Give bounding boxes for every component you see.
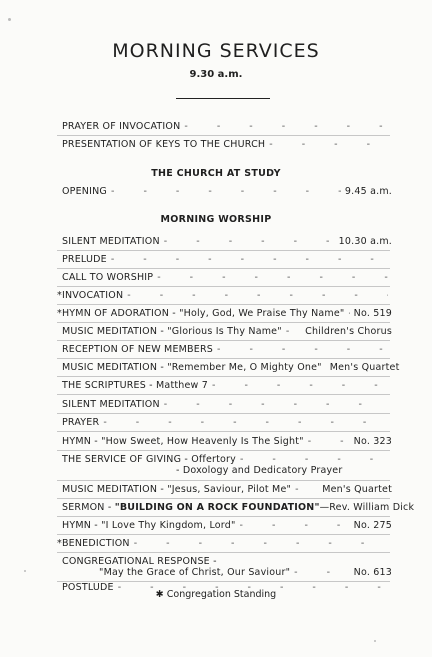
item-silent-meditation-2: SILENT MEDITATION - - - — [62, 399, 392, 410]
divider — [57, 135, 390, 136]
divider — [57, 250, 390, 251]
item-congregational-response-subline: "May the Grace of Christ, Our Saviour" - - - No. 613 — [99, 567, 392, 578]
sermon-title: "BUILDING ON A ROCK FOUNDATION" — [114, 502, 320, 513]
paper-speck — [374, 640, 376, 642]
page-title: MORNING SERVICES — [112, 40, 320, 62]
section-heading-worship: MORNING WORSHIP — [160, 214, 272, 225]
divider — [57, 340, 390, 341]
item-silent-meditation: SILENT MEDITATION - - - 10.30 a.m. — [62, 236, 392, 247]
divider — [57, 498, 390, 499]
item-prelude: PRELUDE - - - — [62, 254, 392, 265]
divider — [57, 304, 390, 305]
footnote-congregation-standing: ✱ Congregation Standing — [155, 589, 277, 600]
item-postlude: POSTLUDE - - - — [62, 582, 392, 593]
item-scriptures: THE SCRIPTURES - Matthew 7 - - - — [62, 380, 392, 391]
item-music-meditation-2: MUSIC MEDITATION - "Remember Me, O Mighty One" Men's Quartet — [62, 362, 400, 373]
divider — [57, 413, 390, 414]
item-prayer-of-invocation: PRAYER OF INVOCATION - - - — [62, 121, 392, 132]
item-hymn-of-adoration: *HYMN OF ADORATION - "Holy, God, We Praise Thy Name" - - - No. 519 — [57, 308, 392, 319]
divider — [57, 516, 390, 517]
divider — [57, 431, 390, 432]
divider — [57, 480, 390, 481]
section-heading-study: THE CHURCH AT STUDY — [151, 168, 281, 179]
service-time: 9.30 a.m. — [189, 69, 243, 80]
item-hymn-how-sweet: HYMN - "How Sweet, How Heavenly Is The Sight" - - - No. 323 — [62, 436, 392, 447]
item-service-of-giving-subline: - Doxology and Dedicatory Prayer — [176, 465, 343, 476]
divider — [57, 286, 390, 287]
item-music-meditation-1: MUSIC MEDITATION - "Glorious Is Thy Name" - - - Children's Chorus — [62, 326, 392, 337]
item-music-meditation-3: MUSIC MEDITATION - "Jesus, Saviour, Pilot Me" - - - Men's Quartet — [62, 484, 392, 495]
item-prayer: PRAYER - - - — [62, 417, 392, 428]
item-benediction: *BENEDICTION - - - — [57, 538, 392, 549]
item-call-to-worship: CALL TO WORSHIP - - - — [62, 272, 392, 283]
item-opening: OPENING - - - 9.45 a.m. — [62, 186, 392, 197]
item-service-of-giving: THE SERVICE OF GIVING - Offertory - - - — [62, 454, 392, 465]
item-presentation-of-keys: PRESENTATION OF KEYS TO THE CHURCH - - - — [62, 139, 392, 150]
item-congregational-response: CONGREGATIONAL RESPONSE - — [62, 556, 217, 567]
divider — [57, 450, 390, 451]
item-sermon: SERMON - "BUILDING ON A ROCK FOUNDATION" —Rev. William Dick — [62, 502, 415, 513]
divider — [57, 358, 390, 359]
item-hymn-i-love-thy-kingdom: HYMN - "I Love Thy Kingdom, Lord" - - - No. 275 — [62, 520, 392, 531]
paper-speck — [24, 570, 26, 572]
item-invocation: *INVOCATION - - - — [57, 290, 392, 301]
divider — [57, 268, 390, 269]
paper-speck — [8, 18, 11, 21]
divider — [57, 322, 390, 323]
divider — [57, 552, 390, 553]
item-reception-of-new-members: RECEPTION OF NEW MEMBERS - - - — [62, 344, 392, 355]
title-rule — [176, 98, 270, 99]
divider — [57, 394, 390, 395]
divider — [57, 534, 390, 535]
divider — [57, 376, 390, 377]
